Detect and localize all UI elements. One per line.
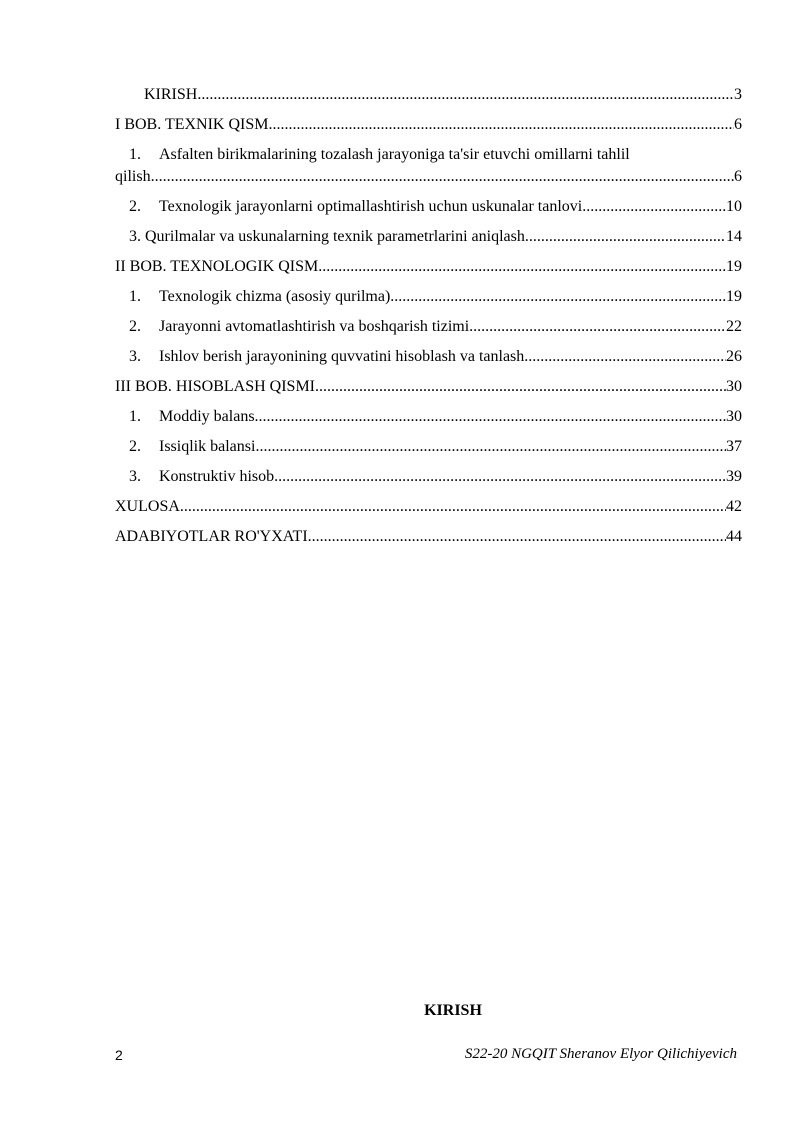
- toc-entry-title: Asfalten birikmalarining tozalash jarayoniga ta'sir etuvchi omillarni tahlil: [159, 146, 630, 163]
- toc-entry-page: 6: [734, 116, 742, 133]
- toc-entry-adabiyotlar: [115, 518, 742, 548]
- toc-entry-title: Moddiy balans: [159, 408, 255, 425]
- toc-entry-page: 6: [734, 168, 742, 185]
- toc-entry-title: I BOB. TEXNIK QISM: [115, 116, 269, 133]
- toc-entry-title: Texnologik jarayonlarni optimallashtirish uchun uskunalar tanlovi: [159, 198, 583, 215]
- toc-entry-page: 44: [726, 528, 742, 545]
- toc-entry-page: 19: [726, 258, 742, 275]
- toc-entry-page: 30: [726, 378, 742, 395]
- toc-entry-page: 22: [726, 318, 742, 335]
- toc-entry-number: 2.: [129, 438, 141, 455]
- toc-entry-page: 39: [726, 468, 742, 485]
- toc-entry-number: 2.: [129, 318, 141, 335]
- dot-leader: [274, 466, 726, 488]
- toc-entry-page: 14: [726, 228, 742, 245]
- dot-leader: [255, 436, 726, 458]
- toc-entry-title: II BOB. TEXNOLOGIK QISM: [115, 258, 319, 275]
- toc-entry-chapter-2: [115, 248, 742, 278]
- toc-entry-chapter-1: [115, 106, 742, 136]
- dot-leader: [469, 316, 726, 338]
- dot-leader: [315, 376, 726, 398]
- toc-entry-page: 26: [726, 348, 742, 365]
- toc-entry-page: 42: [726, 498, 742, 515]
- toc-entry-2-2: [115, 308, 742, 338]
- toc-entry-chapter-3: [115, 368, 742, 398]
- toc-entry-xulosa: [115, 488, 742, 518]
- toc-entry-2-3: [115, 338, 742, 368]
- toc-entry-page: 19: [726, 288, 742, 305]
- section-heading: KIRISH: [424, 1002, 482, 1019]
- dot-leader: [525, 226, 726, 248]
- dot-leader: [180, 496, 726, 518]
- footer-author: S22-20 NGQIT Sheranov Elyor Qilichiyevich: [464, 1046, 737, 1062]
- toc-entry-title: KIRISH: [144, 86, 198, 103]
- toc-entry-number: 3.: [129, 468, 141, 485]
- toc-entry-number: 1.: [129, 146, 141, 163]
- dot-leader: [582, 196, 726, 218]
- table-of-contents: [115, 76, 742, 548]
- toc-entry-number: 3.: [129, 348, 141, 365]
- dot-leader: [390, 286, 726, 308]
- toc-entry-title: Konstruktiv hisob: [159, 468, 275, 485]
- toc-entry-title: Texnologik chizma (asosiy qurilma): [159, 288, 391, 305]
- toc-entry-page: 10: [726, 198, 742, 215]
- toc-entry-title: Ishlov berish jarayonining quvvatini hisoblash va tanlash: [159, 348, 525, 365]
- toc-entry-1-3: [115, 218, 742, 248]
- footer-page-number: 2: [115, 1047, 123, 1063]
- toc-entry-number: 1.: [129, 288, 141, 305]
- toc-entry-title: Jarayonni avtomatlashtirish va boshqarish tizimi: [159, 318, 470, 335]
- toc-entry-page: 30: [726, 408, 742, 425]
- toc-entry-3-1: [115, 398, 742, 428]
- toc-entry-title: Issiqlik balansi: [159, 438, 256, 455]
- toc-entry-number: 1.: [129, 408, 141, 425]
- toc-entry-1-1: [115, 136, 742, 188]
- toc-entry-page: 3: [734, 86, 742, 103]
- toc-entry-1-2: [115, 188, 742, 218]
- toc-entry-title: III BOB. HISOBLASH QISMI: [115, 378, 316, 395]
- toc-entry-title: XULOSA: [115, 498, 180, 515]
- toc-entry-title: ADABIYOTLAR RO'YXATI: [115, 528, 308, 545]
- dot-leader: [197, 84, 734, 106]
- dot-leader: [318, 256, 726, 278]
- toc-entry-title: Qurilmalar va uskunalarning texnik parametrlarini aniqlash: [145, 228, 525, 245]
- toc-entry-kirish: [115, 76, 742, 106]
- toc-entry-number: 2.: [129, 198, 141, 215]
- toc-entry-page: 37: [726, 438, 742, 455]
- dot-leader: [308, 526, 726, 548]
- dot-leader: [255, 406, 726, 428]
- toc-entry-3-2: [115, 428, 742, 458]
- toc-entry-2-1: [115, 278, 742, 308]
- dot-leader: [151, 166, 734, 188]
- toc-entry-number: 3.: [129, 228, 141, 245]
- toc-entry-title-continued: qilish: [115, 168, 151, 185]
- toc-entry-3-3: [115, 458, 742, 488]
- dot-leader: [268, 114, 734, 136]
- dot-leader: [524, 346, 726, 368]
